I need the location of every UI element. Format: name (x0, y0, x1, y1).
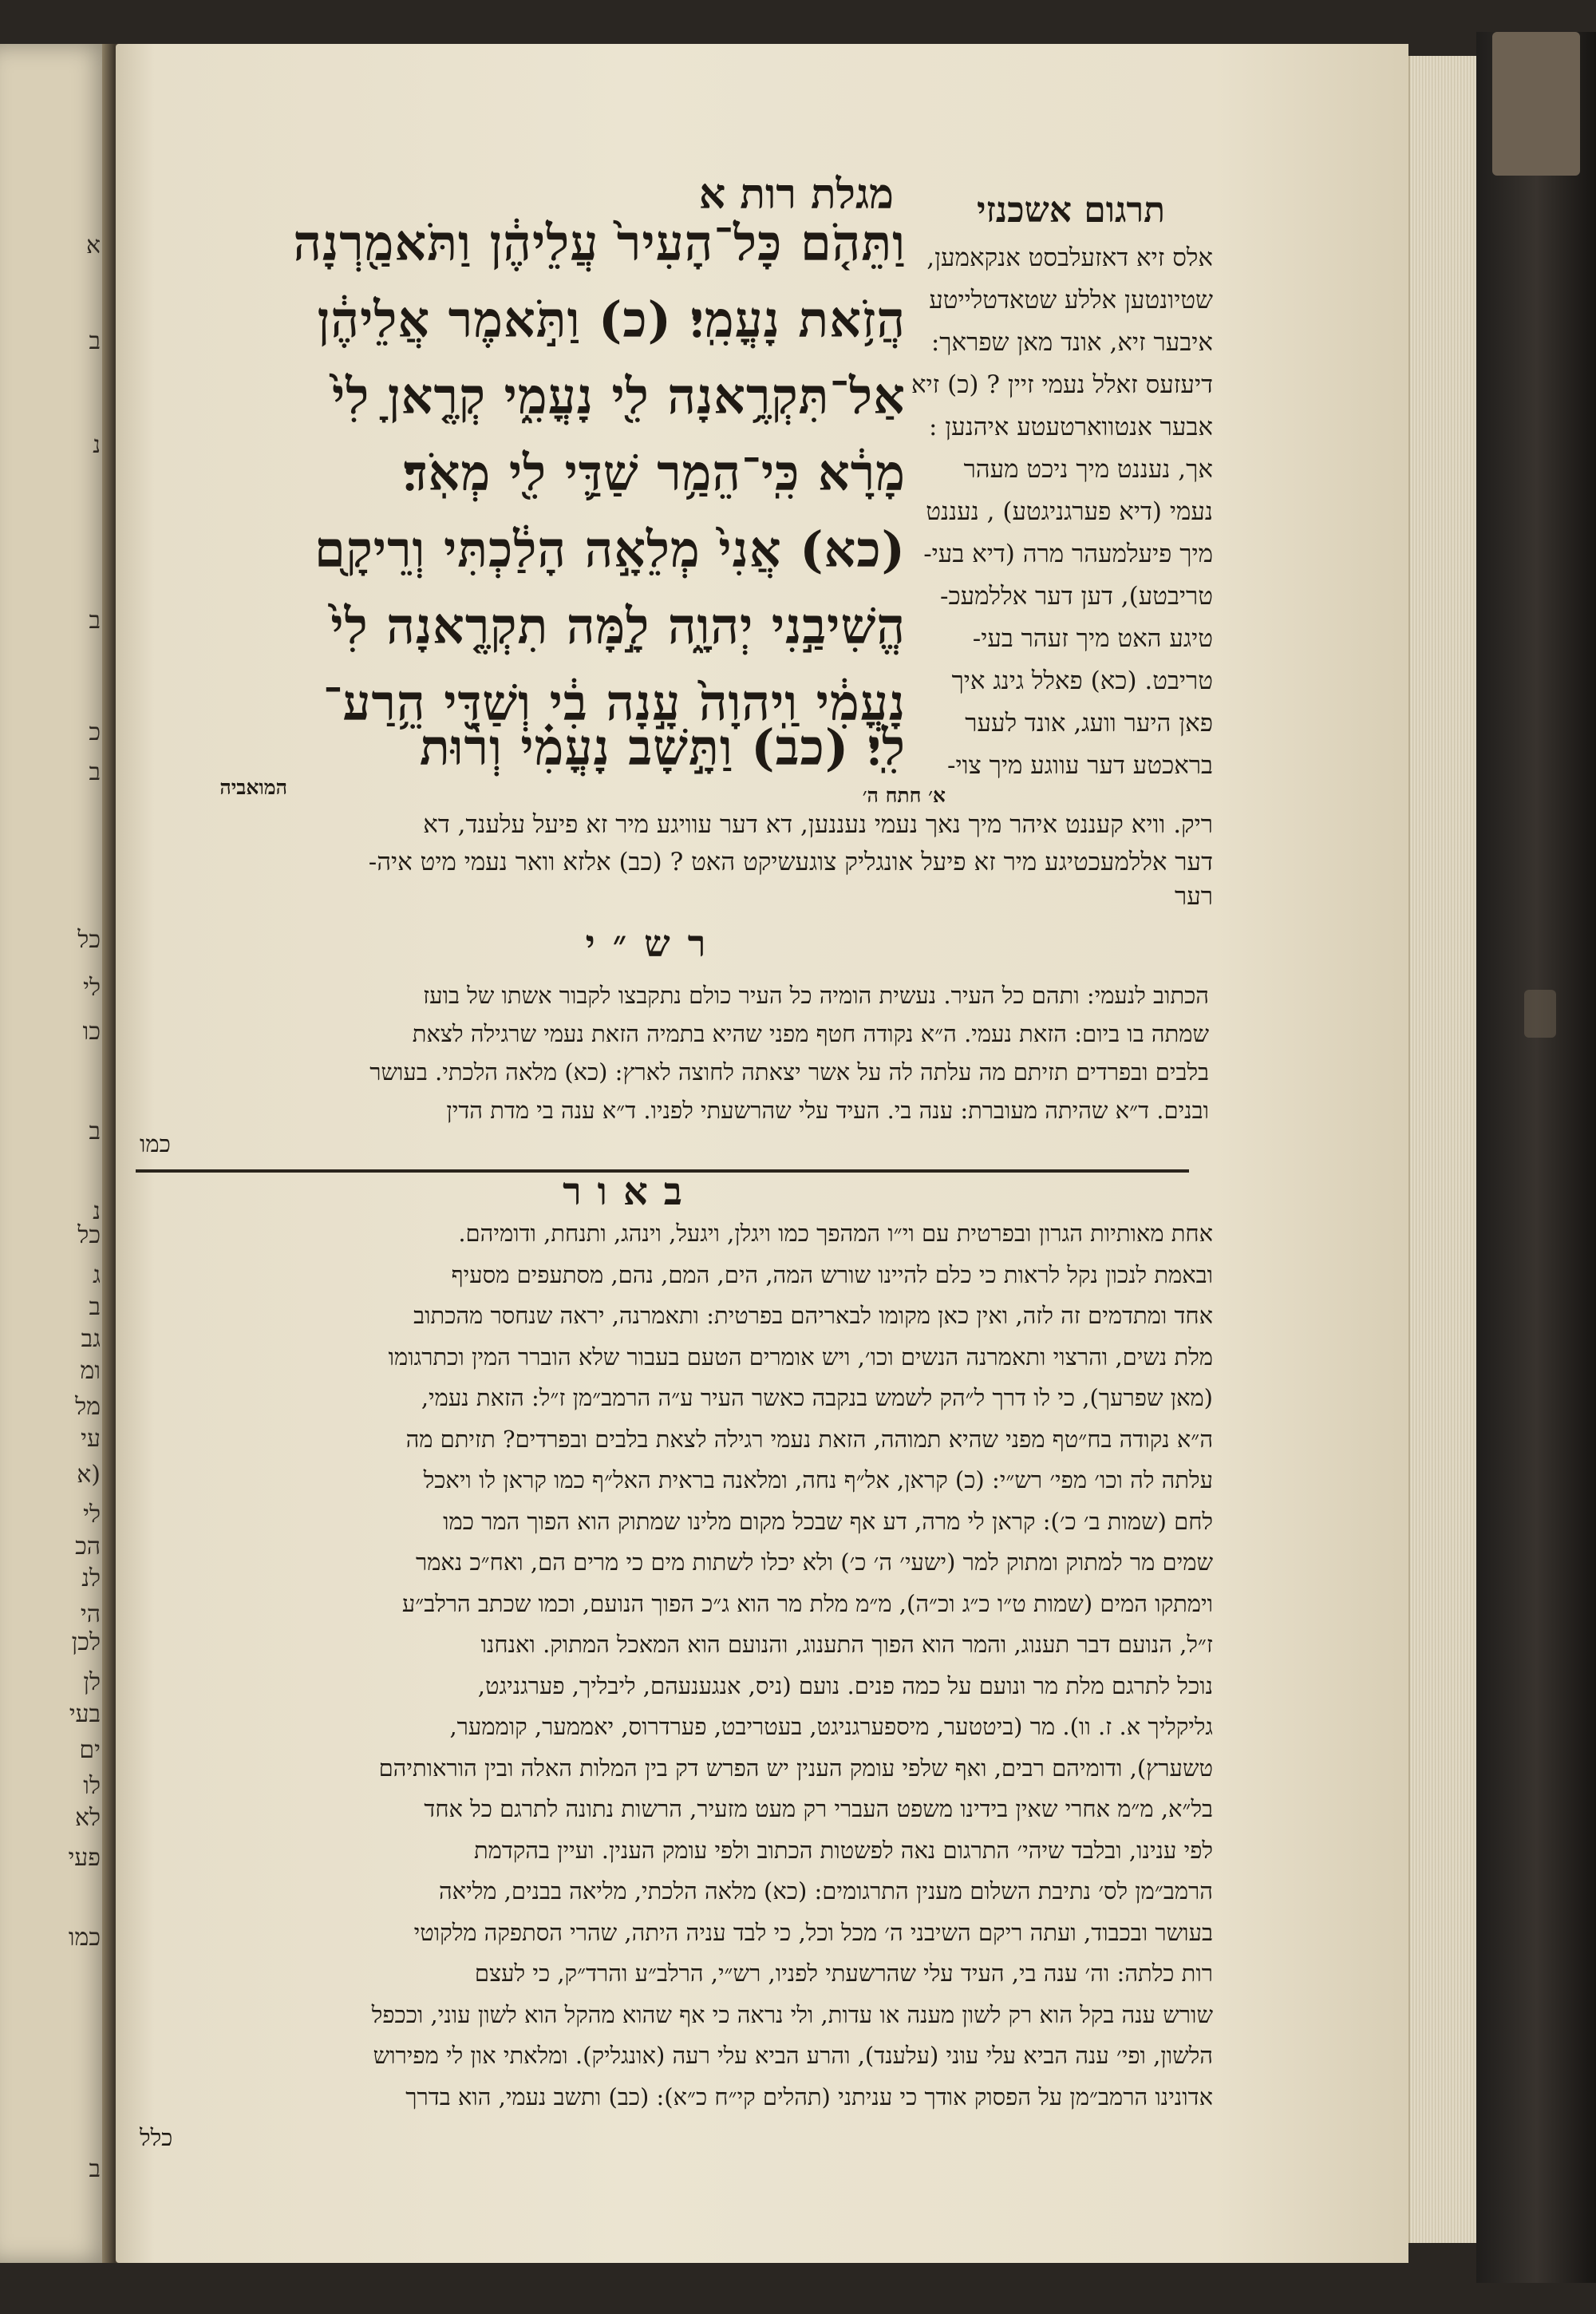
left-page-fragment: כמו (68, 1924, 101, 1952)
targum-line: אך, נעננט מיך ניכט מעהר (963, 455, 1213, 484)
left-page-edge (0, 44, 112, 2263)
rashi-catchword: כמו (140, 1130, 171, 1157)
targum-line: מיך פיעלמעהר מרה (דיא בעי- (923, 540, 1213, 568)
biur-line: ה״א נקודה בח״טף מפני שהיא תמוהה, הזאת נעמי רגילה לצאת בלבים ובפרדים? תזיתם מה (405, 1425, 1213, 1453)
left-page-fragment: לו (83, 1772, 101, 1800)
biur-line: לחם (שמות ב׳ כ׳): קראן לי מרה, דע אף שבכל מקום מלינו שמתוק הוא הפוך המר כמו (443, 1507, 1213, 1535)
megilla-title: מגלת רות א (698, 170, 894, 219)
targum-line: טיגע האט מיך זעהר בעי- (972, 624, 1213, 653)
left-page-fragment: גב (81, 1325, 101, 1353)
main-text-line: וַתֵּהֹ֤ם כָּל־הָעִיר֙ עֲלֵיהֶ֔ן וַתֹּאמַ֖רְנָה (293, 214, 906, 272)
left-page-fragment: ב (89, 1293, 101, 1321)
targum-line: בראכטע דער עווגע מיך צוי- (947, 751, 1213, 780)
left-page-fragment: ב (89, 607, 101, 635)
left-page-fragment: מל (75, 1393, 101, 1421)
biur-line: שורש ענה בקל הוא רק לשון מענה או עדות, ולי נראה כי אף שהוא מהקל הוא לשון עוני, וככפל (371, 2000, 1213, 2028)
left-page-fragment: ב (89, 758, 101, 786)
left-page-fragment: הכ (75, 1533, 101, 1560)
left-page-fragment: כו (82, 1018, 101, 1046)
biur-line: ז״ל, הנועם דבר תענוג, והמר הוא הפוך התענוג, והנועם הוא המאכל המתוק. ואנחנו (480, 1631, 1213, 1658)
biur-line: נוכל לתרגם מלת מר ונועם על כמה פנים. נועם (ניס, אנגענעהם, ליבליך, פערגניגט, (477, 1671, 1213, 1699)
left-page-fragment: נ (93, 1197, 101, 1225)
left-page-fragment: לן (83, 1668, 101, 1696)
targum-title: תרגום אשכנזי (976, 190, 1165, 231)
targum-line: נעמי (דיא פערגניגטע) , נעננט (926, 497, 1213, 526)
left-page-fragment: ב (89, 1117, 101, 1145)
biur-line: בעושר ובכבוד, ועתה ריקם השיבני ה׳ מכל וכל, כי לבד עניה היתה, שהרי הסתפקה מלקוטי (413, 1918, 1213, 1946)
biur-line: טשערץ), ודומיהם רבים, ואף שלפי עומק הענין יש הפרש דק בין המלות האלה ובין הוראותיהם (378, 1754, 1213, 1782)
left-page-fragment: ומ (80, 1357, 101, 1385)
biur-line: (מאן שפרעך), כי לו דרך ל״הק לשמש בנקבה כאשר העיר ע״ה הרמב״מן ז״ל: הזאת נעמי, (421, 1384, 1213, 1411)
biur-line: הרמב״מן לס׳ נתיבת השלום מענין התרגומים: (כא) מלאה הלכתי, מליאה בבנים, מליאה (439, 1877, 1213, 1905)
main-text-line: (כא) אֲנִי֙ מְלֵאָ֣ה הָלַ֔כְתִּי וְרֵיקָ֖ם (314, 520, 906, 579)
left-page-fragment: ים (79, 1736, 101, 1764)
left-page-fragment: א (85, 231, 101, 259)
biur-catchword: כלל (140, 2124, 173, 2151)
book-cover (1476, 32, 1596, 2283)
targum-line: שטיונטען אללע שטאדטלייטע (929, 286, 1213, 314)
targum-continuation: דער אללמעכטיגע מיר זא פיעל אונגליק צוגעשיקט האט ? (כב) אלזא וואר נעמי מיט איה- (368, 848, 1213, 876)
rashi-line: הכתוב לנעמי: ותהם כל העיר. נעשית הומיה כל העיר כולם נתקבצו לקבור אשתו של בועז (423, 982, 1209, 1009)
biur-line: הלשון, ופי׳ ענה הביא עלי עוני (עלענד), והרע הביא עלי רעה (אונגליק). ומלאתי און לי מפירוש (373, 2042, 1213, 2069)
page-edges (1408, 56, 1478, 2243)
left-page-fragment: כל (77, 1221, 101, 1249)
left-page-fragment: לי (83, 974, 101, 1002)
cover-wear-mid (1524, 990, 1556, 1038)
biur-line: אחת מאותיות הגרון ובפרטית עם וי״ו המהפך כמו ויגלן, ויגעל, וינהג, ותנחת, ודומיהם. (458, 1220, 1213, 1247)
rashi-title: רש״י (585, 922, 724, 965)
rashi-line: ובנים. ד״א שהיתה מעוברת: ענה בי. העיד עלי שהרשעתי לפניו. ד״א ענה בי מדת הדין (446, 1097, 1209, 1124)
main-text-line: נָעֳמִ֔י וַֽיהוָה֙ עָ֣נָה בִ֔י וְשַׁדַּ֖י הֵ֥רַע־ (322, 674, 906, 732)
biur-title: באור (563, 1169, 698, 1214)
left-page-fragment: לכן (71, 1628, 101, 1656)
biur-line: וימתקו המים (שמות ט״ו כ״ג וכ״ה), מ״מ מלת מר הוא ג״כ הפוך הנועם, וכמו שכתב הרלב״ע (401, 1589, 1213, 1617)
left-page-fragment: כל (77, 926, 101, 954)
targum-continuation: ריק. וויא קעננט איהר מיך נאך נעמי נעננען, דא דער עוויגע מיר זא פיעל עלענד, דא (423, 810, 1213, 839)
left-page-fragment: לא (74, 1804, 101, 1832)
targum-line: פאן היער וועג, אונד לעער (965, 709, 1213, 738)
targum-continuation: רער (1175, 882, 1213, 911)
targum-line: אלס זיא דאזעלבסט אנקאמען, (926, 243, 1213, 272)
left-page-fragment: עי (81, 1425, 101, 1453)
targum-line: טריבט. (כא) פאלל גינג איך (951, 667, 1213, 695)
left-page-fragment: לי (83, 1501, 101, 1529)
targum-line: טריבטע), דען דער אללמעכ- (940, 582, 1213, 611)
rashi-line: שמתה בו ביום: הזאת נעמי. ה״א נקודה חטף מפני שהיא בתמיה הזאת נעמי שרגילה לצאת (412, 1020, 1209, 1047)
biur-line: מלת נשים, והרצוי ותאמרנה הנשים וכו׳, ויש אומרים הטעם בעבור שלא הוברר המין וכתרגומו (388, 1343, 1213, 1371)
left-page-fragment: נ (93, 431, 101, 459)
left-page-fragment: (א (77, 1461, 101, 1489)
main-text-line: הֱשִׁיבַ֣נִי יְהוָ֑ה לָ֣מָּה תִקְרֶ֤אנָה לִי֙ (330, 597, 906, 655)
biur-line: ובאמת לנכון נקל לראות כי כלם להיינו שורש המה, הים, המם, נהם, מסתעפים מסעיף (451, 1260, 1213, 1288)
main-text-line: הֲזֹ֥את נָעֳמִֽי׃ (כ) וַתֹּ֣אמֶר אֲלֵיהֶ֔ן (317, 291, 906, 349)
left-page-fragment: הי (80, 1600, 101, 1628)
biur-line: גליקליך א. ז. וו). מר (ביטטער, מיספערגניגט, בעטריבט, פערדרוס, יאממער, קוממער, (449, 1713, 1213, 1740)
masoretic-note: א׳ חתח ה׳ (862, 784, 946, 807)
biur-line: רות כלתה: וה׳ ענה בי, העיד עלי שהרשעתי לפניו, רש״י, הרלב״ע והרד״ק, כי לעצם (474, 1960, 1213, 1987)
main-text-line: אַל־תִּקְרֶ֥אנָה לִ֖י נָעֳמִ֑י קְרֶ֤אןָ לִי֙ (332, 367, 906, 425)
left-page-fragment: כ (89, 718, 101, 746)
biur-line: עלתה לה וכו׳ מפי׳ רש״י: (כ) קראן, אל״ף נחה, ומלאנה בראית האל״ף כמו קראן לו ויאכל (423, 1466, 1213, 1493)
targum-line: אבער אנטווארטעטע איהנען : (928, 413, 1213, 441)
left-page-fragment: ג (93, 1261, 101, 1289)
targum-line: דיעזעס זאלל נעמי זיין ? (כ) זיא (911, 370, 1213, 399)
biur-line: אחד ומתדמים זה לזה, ואין כאן מקומו לבאריהם בפרטית: ותאמרנה, יראה שנחסר מהכתוב (413, 1302, 1213, 1329)
left-page-fragment: ב (89, 2155, 101, 2183)
catchword: המואביה (219, 776, 287, 799)
rashi-line: בלבים ובפרדים תזיתם מה עלתה לה על אשר יצאתה לחוצה לארץ: (כא) מלאה הלכתי. בעושר (369, 1058, 1209, 1086)
targum-line: איבער זיא, אונד מאן שפראך: (930, 328, 1213, 357)
main-text-line: מָרָ֔א כִּֽי־הֵמַ֥ר שַׁדַּ֛י לִ֖י מְאֹֽד׃ (402, 444, 906, 502)
left-page-fragment: בעי (69, 1700, 101, 1728)
main-text-line: לִֽי׃ (כב) וַתָּ֣שָׁב נָעֳמִ֗י וְר֨וּת (419, 718, 906, 777)
biur-line: בל״א, מ״מ אחרי שאין בידינו משפט העברי רק מעט מזעיר, הרשות נתונה לתרגם כל אחד (424, 1795, 1213, 1822)
biur-line: אדונינו הרמב״מן על הפסוק אודך כי עניתני (תהלים קי״ח כ״א): (כב) ותשב נעמי, הוא בדרך (405, 2083, 1213, 2110)
biur-line: לפי ענינו, ובלבד שיהי׳ התרגום נאה לפשטות הכתוב ולפי עומק הענין. ועיין בהקדמת (473, 1836, 1213, 1864)
left-page-fragment: פעי (68, 1844, 101, 1872)
left-page-fragment: לנ (81, 1564, 101, 1592)
left-page-fragment: ב (89, 327, 101, 355)
biur-line: שמים מר למתוק ומתוק למר (ישעי׳ ה׳ כ׳) ולא יכלו לשתות מים כי מרים הם, ואח״כ נאמר (416, 1549, 1213, 1576)
cover-wear-top (1492, 32, 1580, 176)
